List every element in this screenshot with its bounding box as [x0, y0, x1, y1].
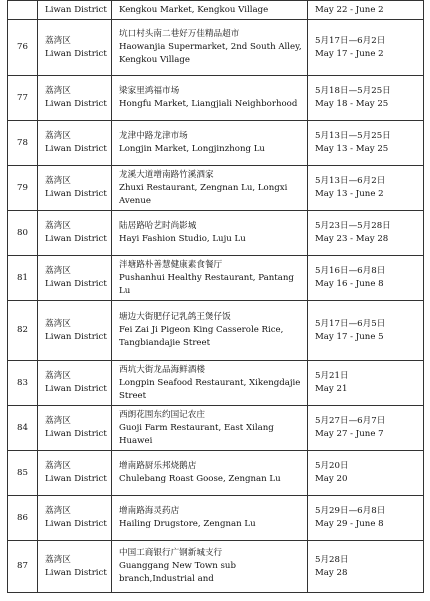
place-zh: 坑口村头南二巷好万佳精品超市 [119, 29, 240, 39]
table-row [8, 406, 424, 451]
place-zh: 陆居路哈艺时尚影城 [119, 221, 197, 231]
place-en: Guanggang New Town sub branch,Industrial and [119, 561, 236, 584]
district-cell [38, 541, 112, 593]
district-cell [38, 20, 112, 76]
place-cell [112, 166, 308, 211]
place-cell [112, 361, 308, 406]
district-zh: 荔湾区 [45, 416, 71, 426]
place-cell [112, 20, 308, 76]
place-cell [112, 541, 308, 593]
place-zh: 西朗花围东约国记农庄 [119, 409, 205, 420]
place-en: Hailing Drugstore, Zengnan Lu [119, 519, 256, 529]
place-en: Fei Zai Ji Pigeon King Casserole Rice, Tangbiandajie Street [119, 325, 284, 348]
date-zh: 5月18日—5月25日 [315, 86, 391, 96]
date-cell [308, 301, 424, 361]
place-cell [112, 121, 308, 166]
date-zh: 5月13日—6月2日 [315, 176, 386, 186]
place-cell [112, 406, 308, 451]
place-en: Longjin Market, Longjinzhong Lu [119, 144, 265, 154]
date-zh: 5月23日—5月28日 [315, 221, 391, 231]
date-cell [308, 361, 424, 406]
date-cell [308, 496, 424, 541]
row-number: 78 [8, 121, 38, 166]
place-zh: 塘边大街肥仔记乳鸽王煲仔饭 [119, 312, 231, 322]
place-zh: 西坑大街龙品海鲜酒楼 [119, 364, 205, 375]
date-en: May 20 [315, 474, 348, 484]
district-zh: 荔湾区 [45, 35, 71, 46]
place-zh: 中国工商银行广钢新城支行 [119, 548, 223, 558]
date-en: May 17 - June 5 [315, 331, 384, 342]
date-en: May 23 - May 28 [315, 234, 389, 244]
district-zh: 荔湾区 [45, 266, 71, 276]
place-cell [112, 256, 308, 301]
date-zh: 5月16日—6月8日 [315, 266, 386, 276]
place-cell [112, 451, 308, 496]
date-cell [308, 256, 424, 301]
row-number [8, 1, 38, 20]
date-en: May 22 - June 2 [315, 4, 384, 15]
place-en: Hongfu Market, Liangjiali Neighborhood [119, 99, 298, 109]
date-cell [308, 541, 424, 593]
row-number: 80 [8, 211, 38, 256]
district-en: Liwan District [45, 234, 107, 244]
date-zh: 5月27日—6月7日 [315, 416, 386, 426]
date-cell [308, 1, 424, 20]
table-row [8, 76, 424, 121]
date-en: May 13 - May 25 [315, 144, 389, 154]
district-en: Liwan District [45, 48, 107, 59]
district-en: Liwan District [45, 567, 107, 578]
row-number: 79 [8, 166, 38, 211]
date-en: May 13 - June 2 [315, 189, 384, 199]
table-row [8, 121, 424, 166]
date-en: May 16 - June 8 [315, 279, 384, 289]
date-en: May 17 - June 2 [315, 48, 384, 59]
row-number: 84 [8, 406, 38, 451]
district-en: Liwan District [45, 144, 107, 154]
district-en: Liwan District [45, 99, 107, 109]
place-zh: 增南路厨乐邦烧鹅店 [119, 461, 197, 471]
table-row [8, 20, 424, 76]
place-zh: 龙溪大道增南路竹溪酒家 [119, 169, 214, 180]
place-cell [112, 211, 308, 256]
place-en: Haowanjia Supermarket, 2nd South Alley, Kengkou Village [119, 42, 302, 65]
district-zh: 荔湾区 [45, 371, 71, 381]
place-en: Zhuxi Restaurant, Zengnan Lu, Longxi Avenue [119, 182, 288, 206]
date-zh: 5月13日—5月25日 [315, 131, 391, 141]
district-zh: 荔湾区 [45, 221, 71, 231]
row-number: 85 [8, 451, 38, 496]
district-en: Liwan District [45, 4, 107, 15]
row-number: 87 [8, 541, 38, 593]
table-row [8, 496, 424, 541]
district-en: Liwan District [45, 474, 107, 484]
place-en: Chulebang Roast Goose, Zengnan Lu [119, 474, 281, 484]
date-zh: 5月20日 [315, 461, 349, 471]
place-en: Guoji Farm Restaurant, East Xilang Huawei [119, 422, 274, 446]
place-zh: 泮塘路朴善慧健康素食餐厅 [119, 259, 223, 270]
date-cell [308, 406, 424, 451]
district-zh: 荔湾区 [45, 554, 71, 565]
table-row [8, 301, 424, 361]
district-zh: 荔湾区 [45, 506, 71, 516]
place-en: Kengkou Market, Kengkou Village [119, 4, 269, 15]
row-number: 86 [8, 496, 38, 541]
date-zh: 5月29日—6月8日 [315, 506, 386, 516]
place-cell [112, 301, 308, 361]
district-cell [38, 361, 112, 406]
district-en: Liwan District [45, 189, 107, 199]
district-cell [38, 406, 112, 451]
date-cell [308, 211, 424, 256]
place-cell [112, 496, 308, 541]
district-cell [38, 301, 112, 361]
date-zh: 5月21日 [315, 371, 349, 381]
row-number: 81 [8, 256, 38, 301]
district-en: Liwan District [45, 519, 107, 529]
date-en: May 18 - May 25 [315, 99, 389, 109]
date-en: May 21 [315, 384, 348, 394]
date-cell [308, 166, 424, 211]
date-cell [308, 76, 424, 121]
table-row [8, 541, 424, 593]
place-cell [112, 1, 308, 20]
place-en: Hayi Fashion Studio, Luju Lu [119, 234, 246, 244]
place-cell [112, 76, 308, 121]
place-en: Longpin Seafood Restaurant, Xikengdajie Street [119, 377, 301, 401]
table-row [8, 166, 424, 211]
district-zh: 荔湾区 [45, 86, 71, 96]
district-cell [38, 256, 112, 301]
place-zh: 梁家里鸿福市场 [119, 86, 180, 96]
district-en: Liwan District [45, 429, 107, 439]
place-zh: 龙津中路龙津市场 [119, 131, 188, 141]
date-cell [308, 121, 424, 166]
date-cell [308, 20, 424, 76]
district-cell [38, 451, 112, 496]
district-zh: 荔湾区 [45, 176, 71, 186]
date-zh: 5月28日 [315, 554, 349, 565]
district-cell [38, 76, 112, 121]
district-cell [38, 1, 112, 20]
district-cell [38, 496, 112, 541]
district-en: Liwan District [45, 279, 107, 289]
district-zh: 荔湾区 [45, 131, 71, 141]
date-en: May 28 [315, 567, 348, 578]
district-zh: 荔湾区 [45, 461, 71, 471]
row-number: 82 [8, 301, 38, 361]
date-zh: 5月17日—6月2日 [315, 35, 386, 46]
district-en: Liwan District [45, 384, 107, 394]
row-number: 83 [8, 361, 38, 406]
locations-table [7, 0, 424, 593]
district-cell [38, 211, 112, 256]
table-row [8, 256, 424, 301]
district-en: Liwan District [45, 331, 107, 342]
table-row [8, 211, 424, 256]
date-zh: 5月17日—6月5日 [315, 318, 386, 329]
district-cell [38, 166, 112, 211]
table-row [8, 451, 424, 496]
place-zh: 增南路海灵药店 [119, 506, 180, 516]
place-en: Pushanhui Healthy Restaurant, Pantang Lu [119, 272, 294, 296]
row-number: 77 [8, 76, 38, 121]
table-row [8, 361, 424, 406]
date-cell [308, 451, 424, 496]
date-en: May 29 - June 8 [315, 519, 384, 529]
date-en: May 27 - June 7 [315, 429, 384, 439]
row-number: 76 [8, 20, 38, 76]
table-row [8, 1, 424, 20]
district-zh: 荔湾区 [45, 318, 71, 329]
district-cell [38, 121, 112, 166]
